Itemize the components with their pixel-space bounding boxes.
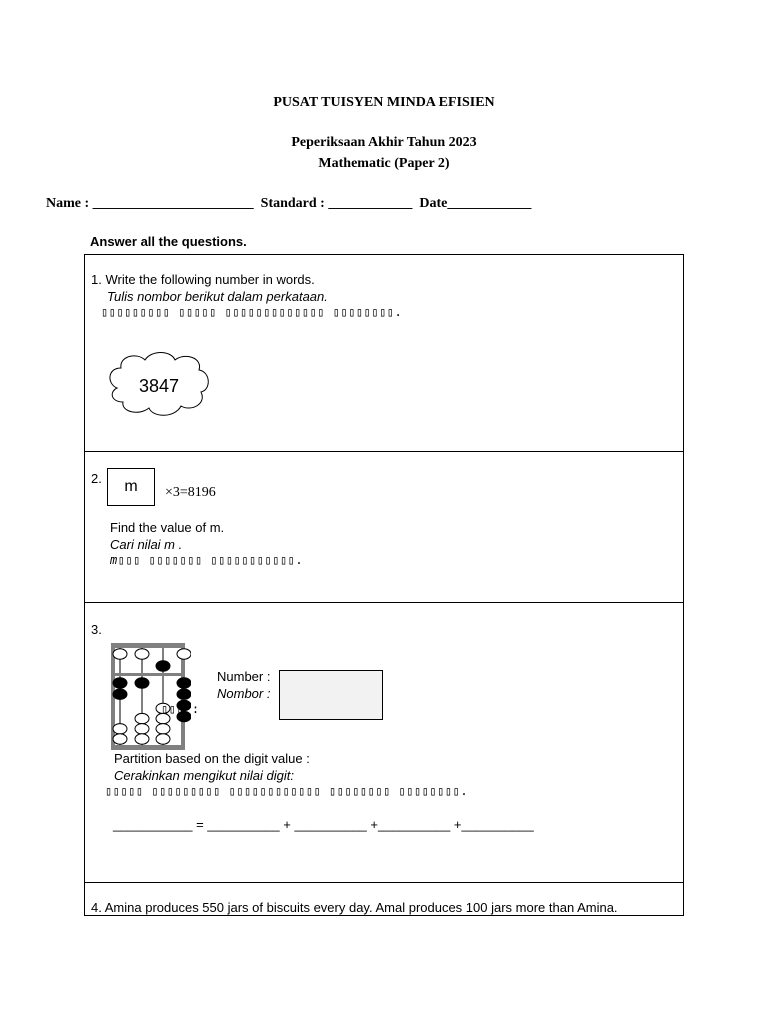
partition-tamil: ▯▯▯▯▯ ▯▯▯▯▯▯▯▯▯ ▯▯▯▯▯▯▯▯▯▯▯▯ ▯▯▯▯▯▯▯▯ ▯▯▯▯▯▯▯▯.: [105, 784, 469, 798]
abacus-earth-bead: [135, 678, 149, 688]
question-2-tamil: m▯▯▯ ▯▯▯▯▯▯▯ ▯▯▯▯▯▯▯▯▯▯▯.: [110, 553, 304, 567]
standard-field[interactable]: Standard : ____________: [260, 196, 413, 211]
question-number: 1.: [91, 272, 102, 287]
question-2-malay: Cari nilai m .: [110, 537, 183, 552]
partition-blanks[interactable]: ___________ = __________ + __________ +__________ +__________: [113, 817, 534, 832]
question-3-box: [84, 602, 684, 883]
question-4-box: [84, 882, 684, 916]
abacus-heaven-bead: [135, 649, 149, 659]
partition-english: Partition based on the digit value :: [114, 751, 310, 766]
question-number: 2.: [91, 471, 102, 486]
abacus-earth-bead: [156, 724, 170, 734]
abacus-earth-bead: [177, 678, 191, 688]
abacus-earth-bead: [113, 689, 127, 699]
abacus-earth-bead: [113, 724, 127, 734]
date-field[interactable]: Date____________: [419, 196, 532, 211]
info-row: [46, 196, 531, 212]
abacus-earth-bead: [135, 734, 149, 744]
abacus-heaven-bead: [156, 661, 170, 671]
equation: ×3=8196: [165, 485, 216, 500]
abacus-earth-bead: [135, 724, 149, 734]
abacus-heaven-bead: [113, 649, 127, 659]
abacus-earth-bead: [113, 678, 127, 688]
question-number: 3.: [91, 622, 102, 637]
question-2-english: Find the value of m.: [110, 520, 225, 535]
question-1-text: [91, 271, 315, 288]
nombor-label: Nombor :: [217, 686, 271, 701]
question-1-tamil: ▯▯▯▯▯▯▯▯▯ ▯▯▯▯▯ ▯▯▯▯▯▯▯▯▯▯▯▯▯ ▯▯▯▯▯▯▯▯.: [101, 305, 403, 319]
abacus-heaven-bead: [177, 649, 191, 659]
instruction: Answer all the questions.: [90, 234, 247, 249]
number-label: Number :: [217, 669, 271, 684]
partition-malay: Cerakinkan mengikut nilai digit:: [114, 768, 294, 783]
question-number: 4.: [91, 900, 102, 915]
answer-box[interactable]: [279, 670, 383, 720]
abacus-earth-bead: [177, 689, 191, 699]
question-1-malay: Tulis nombor berikut dalam perkataan.: [107, 289, 328, 304]
abacus-earth-bead: [156, 734, 170, 744]
question-2-box: [84, 451, 684, 603]
unknown-box: m: [107, 468, 155, 506]
center-name: PUSAT TUISYEN MINDA EFISIEN: [273, 95, 495, 110]
abacus-image: [107, 641, 191, 753]
tamil-number-label: ▯▯▯ :: [161, 702, 200, 716]
abacus-earth-bead: [113, 734, 127, 744]
name-field[interactable]: Name : _______________________: [46, 196, 254, 211]
abacus-earth-bead: [135, 713, 149, 723]
question-1-box: [84, 254, 684, 452]
question-english: Amina produces 550 jars of biscuits every day. Amal produces 100 jars more than Amina.: [104, 900, 618, 915]
question-english: Write the following number in words.: [105, 272, 315, 287]
exam-title: Peperiksaan Akhir Tahun 2023: [291, 135, 477, 150]
paper-title: Mathematic (Paper 2): [318, 156, 450, 171]
cloud-number: 3847: [138, 375, 180, 396]
question-4-text: [91, 899, 618, 916]
